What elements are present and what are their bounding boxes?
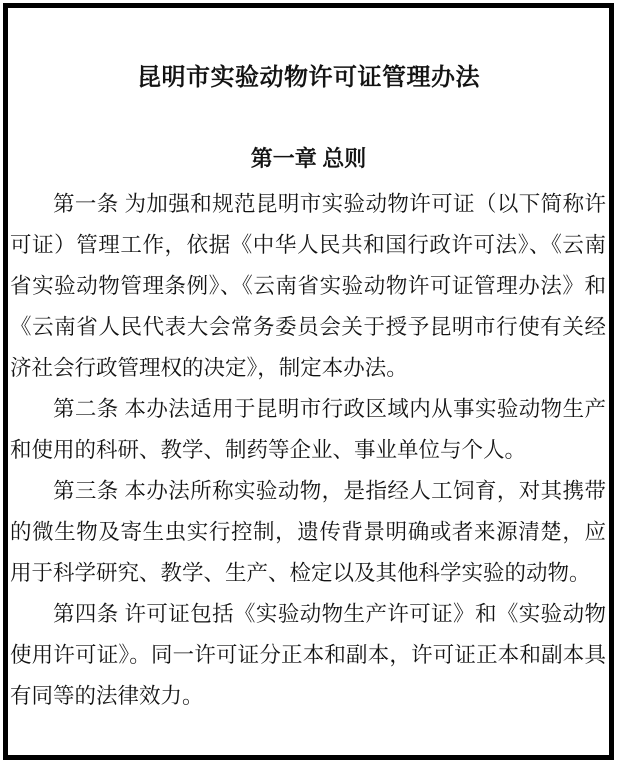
paragraph-article-3: 第三条 本办法所称实验动物，是指经人工饲育，对其携带的微生物及寄生虫实行控制，遗传背景明确或者来源清楚，应用于科学研究、教学、生产、检定以及其他科学实验的动物。 [10,479,606,585]
chapter-heading: 第一章 总则 [250,146,367,171]
document-page [3,3,614,760]
document-body [8,184,609,717]
paragraph-article-2: 第二条 本办法适用于昆明市行政区域内从事实验动物生产和使用的科研、教学、制药等企业、事业单位与个人。 [10,397,606,462]
document-title: 昆明市实验动物许可证管理办法 [137,65,480,91]
paragraph-article-1: 第一条 为加强和规范昆明市实验动物许可证（以下简称许可证）管理工作，依据《中华人民共和国行政许可法》、《云南省实验动物管理条例》、《云南省实验动物许可证管理办法》和《云南省人民代表大会常务委员会关于授予昆明市行使有关经济社会行政管理权的决定》，制定本办法。 [10,192,606,380]
paragraph-article-4: 第四条 许可证包括《实验动物生产许可证》和《实验动物使用许可证》。同一许可证分正本和副本，许可证正本和副本具有同等的法律效力。 [10,602,606,708]
